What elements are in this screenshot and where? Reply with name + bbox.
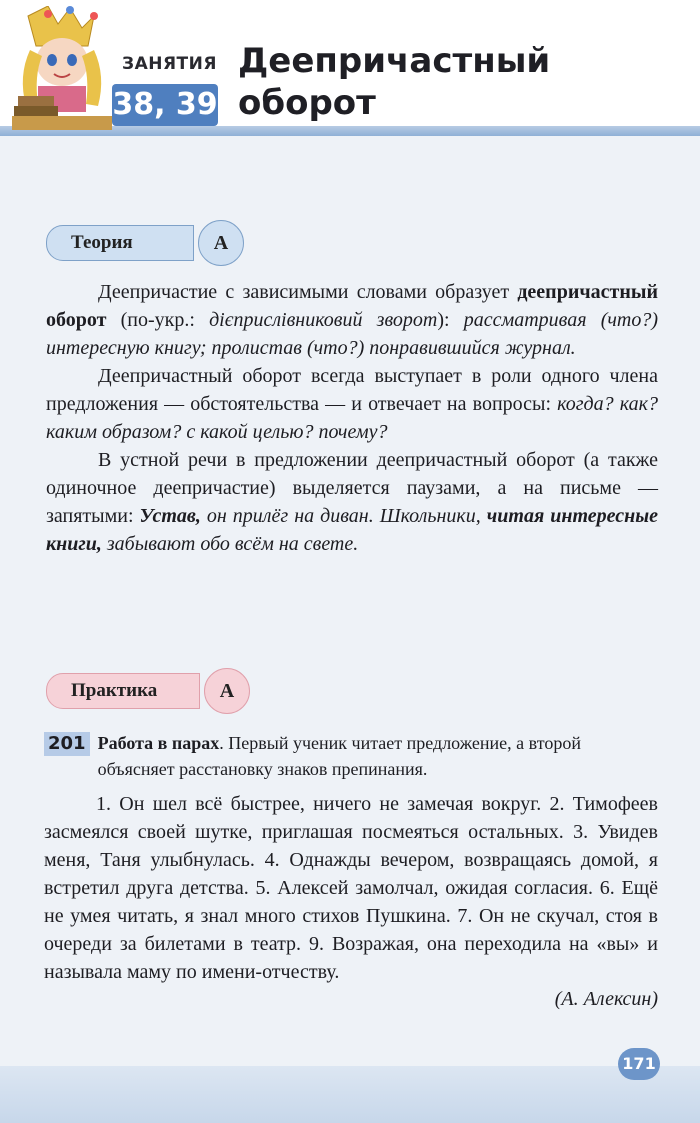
exercise-201 <box>44 730 658 1013</box>
theory-label: Теория <box>46 225 194 261</box>
theory-section-header <box>46 220 244 266</box>
theory-paragraph-3: В устной речи в предложении деепричастный оборот (а также одиночное деепричастие) выделяется паузами, а на письме — запятыми: Устав, он прилёг на диван. Школьники, читая интересные книги, забывают обо всём на свете. <box>46 449 658 555</box>
practice-label: Практика <box>46 673 200 709</box>
practice-section-header <box>46 668 250 714</box>
page-title: Деепричастный оборот <box>238 41 551 123</box>
theory-level-badge: А <box>198 220 244 266</box>
exercise-number: 201 <box>44 732 90 756</box>
lesson-label: ЗАНЯТИЯ <box>122 54 217 74</box>
practice-level-badge: А <box>204 668 250 714</box>
theory-text <box>46 278 658 558</box>
exercise-header <box>44 730 658 782</box>
exercise-author: (А. Алексин) <box>554 988 658 1010</box>
lesson-numbers: 38, 39 <box>112 84 218 126</box>
exercise-task: Работа в парах. Первый ученик читает предложение, а второй объясняет расстановку знаков препинания. <box>97 733 581 779</box>
girl-mascot-icon <box>8 6 112 132</box>
page-number: 171 <box>618 1048 660 1080</box>
theory-paragraph-1: Деепричастие с зависимыми словами образует деепричастный оборот (по-укр.: дієприслівниковий зворот): рассматривая (что?) интересную книгу; пролистав (что?) понравившийся журнал. <box>46 281 658 359</box>
theory-paragraph-2: Деепричастный оборот всегда выступает в роли одного члена предложения — обстоятельства — и отвечает на вопросы: когда? как? каким образом? с какой целью? почему? <box>46 365 658 443</box>
exercise-body: 1. Он шел всё быстрее, ничего не замечая вокруг. 2. Тимофеев засмеялся своей шутке, приглашая посмеяться остальных. 3. Увидев меня, Таня улыбнулась. 4. Однажды вечером, возвращаясь домой, я встретил друга детства. 5. Алексей замолчал, ожидая согласия. 6. Ещё не умея читать, я знал много стихов Пушкина. 7. Он не скучал, стоя в очереди за билетами в театр. 9. Возражая, она переходила на «вы» и называла маму по имени-отчеству. <box>44 793 658 983</box>
footer-band <box>0 1066 700 1123</box>
